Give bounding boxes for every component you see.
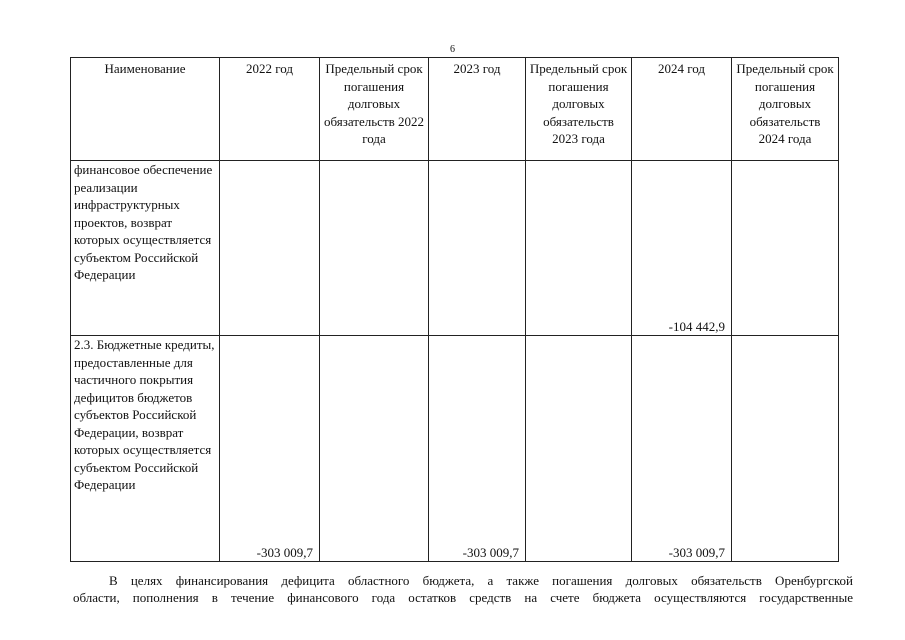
value-2022 [220,161,320,336]
term-2023 [526,161,632,336]
header-term-2022: Предельный срок погашения долговых обязательств 2022 года [320,58,429,161]
term-2022 [320,336,429,562]
term-2022 [320,161,429,336]
term-2023 [526,336,632,562]
header-2023: 2023 год [429,58,526,161]
value-2023 [429,161,526,336]
row-name: финансовое обеспечение реализации инфраструктурных проектов, возврат которых осуществляется субъектом Российской Федерации [71,161,220,336]
value-2023: -303 009,7 [429,336,526,562]
borrowings-table [70,57,839,562]
header-2024: 2024 год [632,58,732,161]
value-2024: -104 442,9 [632,161,732,336]
body-paragraph-line-1: В целях финансирования дефицита областного бюджета, а также погашения долговых обязательств Оренбургской [109,573,853,588]
row-name: 2.3. Бюджетные кредиты, предоставленные для частичного покрытия дефицитов бюджетов субъектов Российской Федерации, возврат которых осуществляется субъектом Российской Федерации [71,336,220,562]
value-2022: -303 009,7 [220,336,320,562]
page-number: 6 [450,44,455,55]
value-2024: -303 009,7 [632,336,732,562]
table-header-row [71,58,839,161]
header-2022: 2022 год [220,58,320,161]
table-row [71,336,839,562]
header-term-2024: Предельный срок погашения долговых обязательств 2024 года [732,58,839,161]
header-name: Наименование [71,58,220,161]
table-row [71,161,839,336]
header-term-2023: Предельный срок погашения долговых обязательств 2023 года [526,58,632,161]
term-2024 [732,336,839,562]
term-2024 [732,161,839,336]
body-paragraph-line-2: области, пополнения в течение финансового года остатков средств на счете бюджета осуществляются государственные [73,590,853,605]
